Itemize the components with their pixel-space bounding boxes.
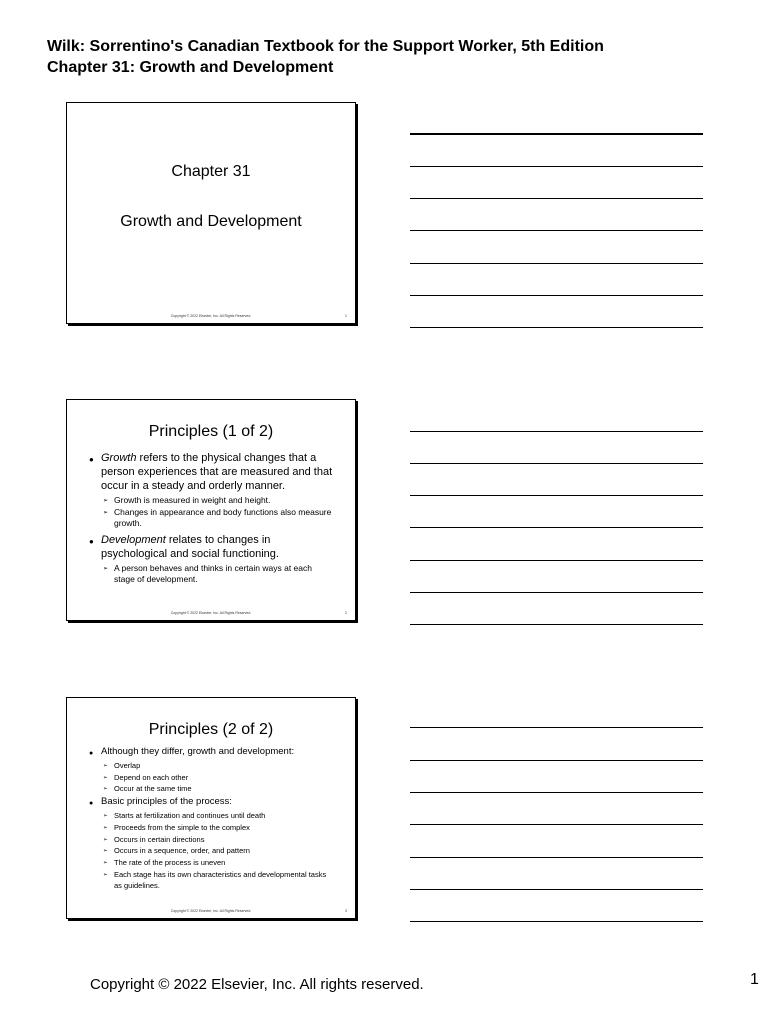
bullet-differ <box>67 746 355 795</box>
header-chapter: Chapter 31: Growth and Development <box>47 59 334 76</box>
bullet-principles <box>67 796 355 892</box>
bullet-growth-text: refers to the physical changes that a person experiences that are measured and that occur in a steady and orderly manner. <box>101 452 333 492</box>
note-line <box>410 792 703 793</box>
note-line <box>410 463 703 464</box>
page-number: 1 <box>750 971 759 988</box>
note-line <box>410 921 703 922</box>
note-line <box>410 495 703 496</box>
slide-1-copyright: Copyright © 2022 Elsevier, Inc. All Rights Reserved. <box>170 314 252 318</box>
bullet-development-text: relates to changes in psychological and social functioning. <box>101 534 279 560</box>
note-line <box>410 327 703 328</box>
sub-bullet: ➢ Overlap <box>101 760 333 772</box>
note-line <box>410 166 703 167</box>
sub-bullet: ➢ Growth is measured in weight and height. <box>101 495 333 506</box>
note-line <box>410 889 703 890</box>
bullet-principles-text: Basic principles of the process: <box>101 796 232 808</box>
sub-bullet: ➢ Occurs in certain directions <box>101 834 333 846</box>
note-line <box>410 527 703 528</box>
note-line <box>410 295 703 296</box>
term-development: Development <box>101 534 166 546</box>
slide-3 <box>66 697 356 919</box>
slide-3-title: Principles (2 of 2) <box>148 721 274 738</box>
slide-3-number: 3 <box>345 909 347 913</box>
bullet-growth <box>67 451 355 529</box>
slide-1-number: 1 <box>345 314 347 318</box>
page-copyright: Copyright © 2022 Elsevier, Inc. All rights reserved. <box>90 976 424 993</box>
slide-2-bullets <box>67 451 355 585</box>
header-title: Wilk: Sorrentino's Canadian Textbook for the Support Worker, 5th Edition <box>47 38 604 55</box>
sub-bullet: ➢ Starts at fertilization and continues until death <box>101 810 333 822</box>
document-header <box>47 36 604 78</box>
sub-bullet: ➢ Depend on each other <box>101 772 333 784</box>
sub-bullet: ➢ Occur at the same time <box>101 783 333 795</box>
term-growth: Growth <box>101 452 137 464</box>
note-line <box>410 431 703 432</box>
note-line <box>410 230 703 231</box>
slide-2 <box>66 399 356 621</box>
slide-1-subtitle: Growth and Development <box>120 213 302 230</box>
note-line <box>410 760 703 761</box>
note-line <box>410 592 703 593</box>
sub-bullet: ➢ Changes in appearance and body functions also measure growth. <box>101 507 333 529</box>
slide-2-copyright: Copyright © 2022 Elsevier, Inc. All Rights Reserved. <box>170 611 252 615</box>
slide-2-title: Principles (1 of 2) <box>148 423 274 440</box>
slide-1-chapter: Chapter 31 <box>171 163 251 180</box>
note-line <box>410 824 703 825</box>
slide-2-number: 2 <box>345 611 347 615</box>
note-line <box>410 198 703 199</box>
note-line <box>410 857 703 858</box>
sub-bullet: ➢ The rate of the process is uneven <box>101 857 333 869</box>
slide-3-bullets <box>67 746 355 892</box>
note-line <box>410 624 703 625</box>
note-line <box>410 727 703 728</box>
sub-bullet: ➢ Each stage has its own characteristics and developmental tasks as guidelines. <box>101 869 333 892</box>
sub-bullet: ➢ Proceeds from the simple to the complex <box>101 822 333 834</box>
note-line <box>410 263 703 264</box>
note-line <box>410 560 703 561</box>
note-line <box>410 133 703 135</box>
bullet-development <box>67 533 355 585</box>
sub-bullet: ➢ Occurs in a sequence, order, and pattern <box>101 845 333 857</box>
slide-1 <box>66 102 356 324</box>
bullet-differ-text: Although they differ, growth and development: <box>101 746 295 757</box>
slide-3-copyright: Copyright © 2022 Elsevier, Inc. All Rights Reserved. <box>170 909 252 913</box>
sub-bullet: ➢ A person behaves and thinks in certain ways at each stage of development. <box>101 563 333 585</box>
